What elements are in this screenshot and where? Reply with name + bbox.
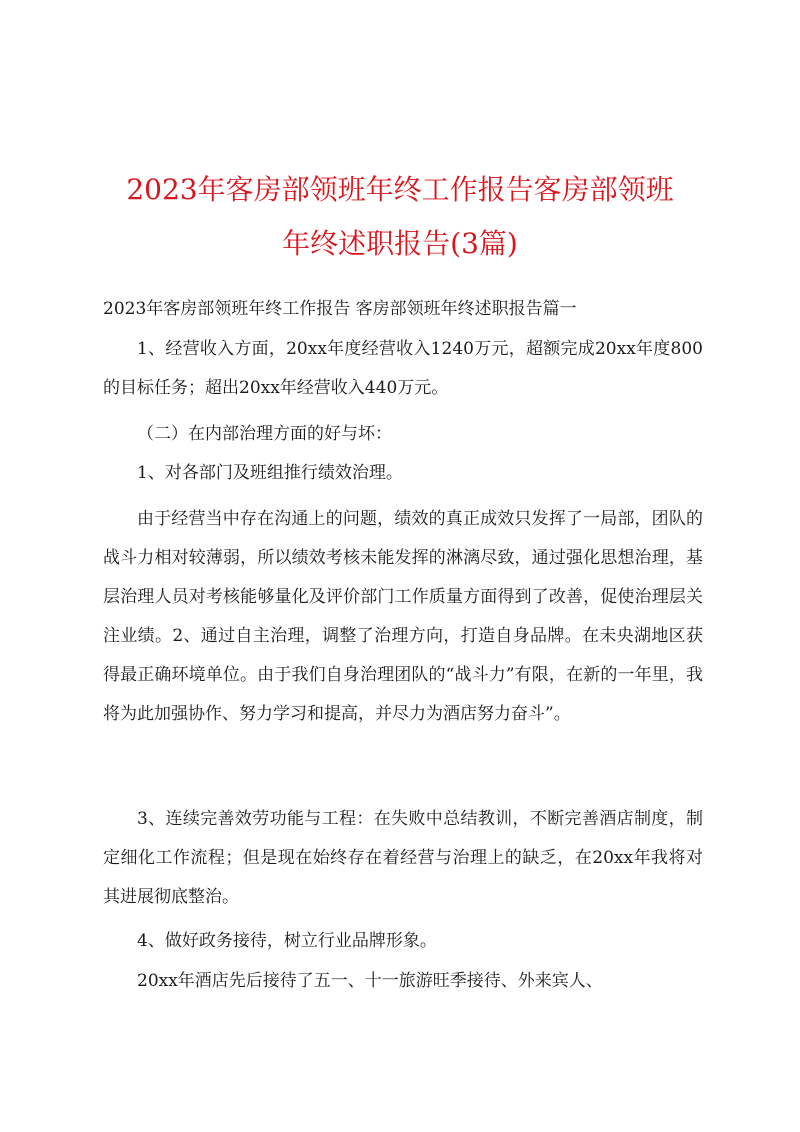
document-title-line-1: 2023年客房部领班年终工作报告客房部领班 — [126, 173, 674, 206]
document-subtitle: 2023年客房部领班年终工作报告 客房部领班年终述职报告篇一 — [103, 299, 577, 319]
paragraph-section-heading: （二）在内部治理方面的好与坏： — [137, 424, 392, 444]
paragraph-reception-detail: 20xx年酒店先后接待了五一、十一旅游旺季接待、外来宾人、 — [137, 971, 603, 991]
paragraph-reception-item: 4、做好政务接待，树立行业品牌形象。 — [137, 931, 437, 951]
document-title-line-2: 年终述职报告(3篇) — [282, 227, 518, 260]
paragraph-revenue: 1、经营收入方面，20xx年度经营收入1240万元，超额完成20xx年度800的目标任务；超出20xx年经营收入440万元。 — [103, 339, 703, 398]
paragraph-performance-item: 1、对各部门及班组推行绩效治理。 — [137, 463, 403, 483]
paragraph-performance-detail: 由于经营当中存在沟通上的问题，绩效的真正成效只发挥了一局部，团队的战斗力相对较薄弱，所以绩效考核未能发挥的淋漓尽致，通过强化思想治理，基层治理人员对考核能够量化及评价部门工作质量方面得到了改善，促使治理层关注业绩。2、通过自主治理，调整了治理方向，打造自身品牌。在未央湖地区获得最正确环境单位。由于我们自身治理团队的“战斗力”有限，在新的一年里，我将为此加强协作、努力学习和提高，并尽力为酒店努力奋斗”。 — [103, 509, 703, 724]
paragraph-service-improvement: 3、连续完善效劳功能与工程：在失败中总结教训，不断完善酒店制度，制定细化工作流程；但是现在始终存在着经营与治理上的缺乏，在20xx年我将对其进展彻底整治。 — [103, 809, 703, 907]
